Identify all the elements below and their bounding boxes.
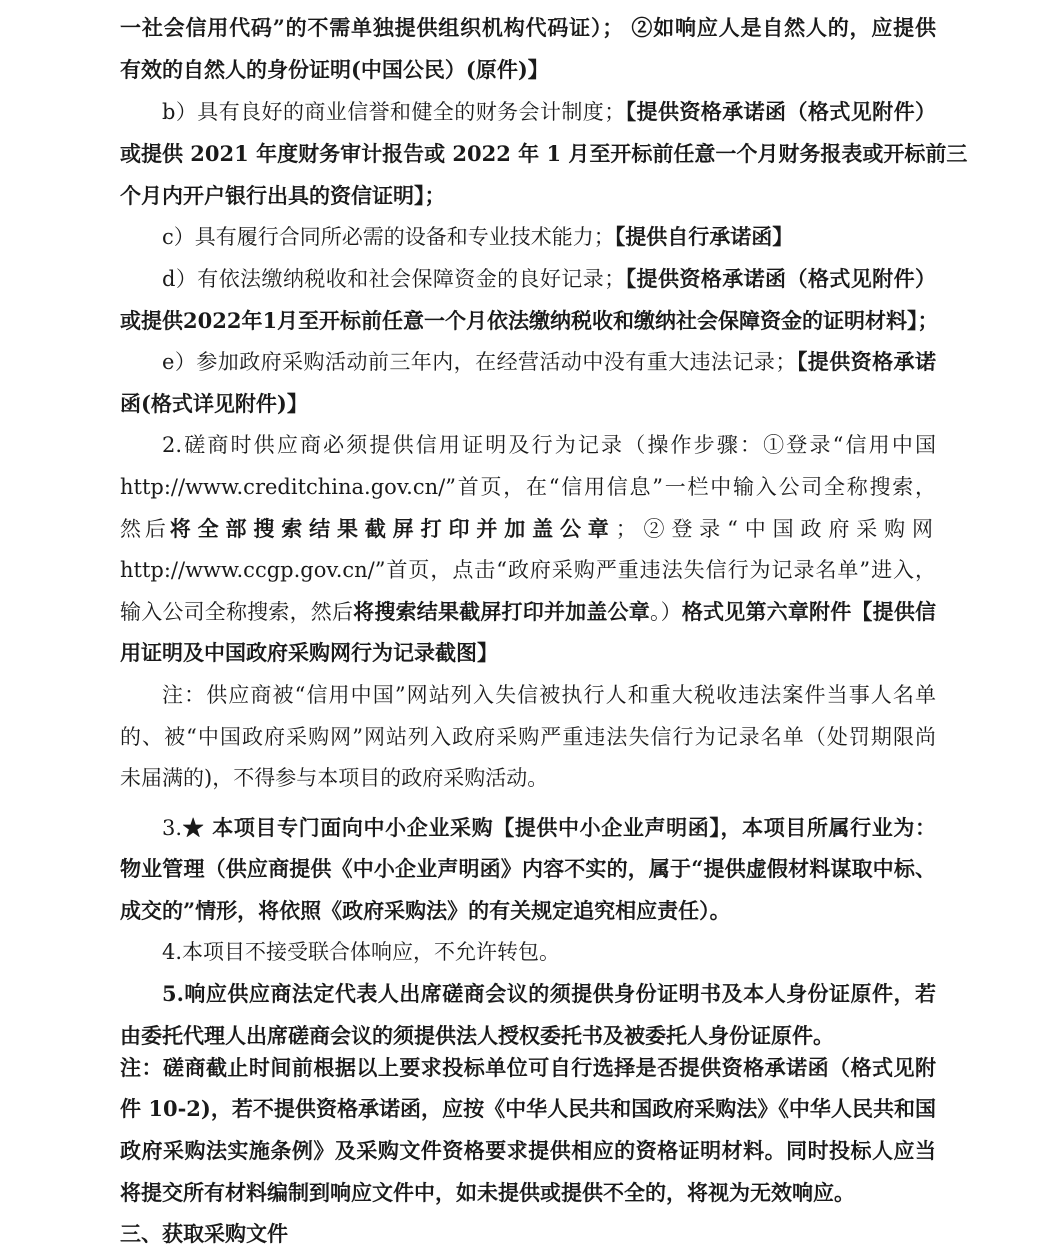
- text-run-bold: 将搜索结果截屏打印并加盖公章: [353, 599, 650, 624]
- paragraph-line: [120, 514, 936, 544]
- text-run: 输入公司全称搜索，然后: [120, 600, 354, 624]
- paragraph-line: [120, 896, 936, 926]
- paragraph-line: [120, 139, 968, 169]
- text-run: 或提供 2021 年度财务审计报告或 2022 年 1 月至开标前任意一个月财务报表或开标前三: [120, 141, 968, 166]
- text-run: 或提供2022年1月至开标前任意一个月依法缴纳税收和缴纳社会保障资金的证明材料】；: [120, 308, 939, 333]
- paragraph-line: [162, 979, 936, 1009]
- paragraph-line: [120, 854, 936, 884]
- paragraph-line: [120, 55, 936, 85]
- text-run: 4.本项目不接受联合体响应，不允许转包。: [162, 940, 561, 964]
- text-run: 由委托代理人出席磋商会议的须提供法人授权委托书及被委托人身份证原件。: [120, 1023, 834, 1048]
- section-heading: [120, 1219, 936, 1249]
- paragraph-line: [120, 389, 936, 419]
- paragraph-line: [120, 597, 936, 627]
- paragraph-line: [120, 13, 936, 43]
- text-run: 有效的自然人的身份证明(中国公民）(原件)】: [120, 57, 549, 82]
- text-run: 三、获取采购文件: [120, 1221, 288, 1246]
- paragraph-line: [162, 680, 936, 710]
- text-run: 5.响应供应商法定代表人出席磋商会议的须提供身份证明书及本人身份证原件，若: [162, 981, 936, 1006]
- text-run: 个月内开户银行出具的资信证明】；: [120, 183, 446, 208]
- paragraph-line: [120, 638, 936, 668]
- paragraph-line: [120, 1053, 936, 1083]
- text-run-bold: ★ 本项目专门面向中小企业采购【提供中小企业声明函】，本项目所属行业为：: [182, 815, 936, 840]
- text-run-bold: 【提供资格承诺函（格式见附件）: [625, 99, 936, 124]
- text-run: 未届满的)，不得参与本项目的政府采购活动。: [120, 766, 549, 790]
- text-run: 。）: [649, 600, 682, 624]
- paragraph-line: [120, 1021, 936, 1051]
- paragraph-line: [162, 347, 936, 377]
- text-run: 用证明及中国政府采购网行为记录截图】: [120, 640, 498, 665]
- text-run: 注：供应商被“信用中国”网站列入失信被执行人和重大税收违法案件当事人名单: [162, 683, 936, 707]
- text-run: 2.磋商时供应商必须提供信用证明及行为记录（操作步骤：①登录“信用中国: [162, 433, 936, 457]
- paragraph-line: [120, 1136, 936, 1166]
- text-run: d）有依法缴纳税收和社会保障资金的良好记录；: [162, 267, 626, 291]
- paragraph-line: [120, 181, 936, 211]
- text-run: http://www.ccgp.gov.cn/”首页，点击“政府采购严重违法失信行为记录名单”进入，: [120, 558, 936, 582]
- paragraph-line: [120, 722, 936, 752]
- paragraph-line: [162, 97, 936, 127]
- text-run-bold: 格式见第六章附件【提供信: [681, 599, 937, 624]
- text-run: 注：磋商截止时间前根据以上要求投标单位可自行选择是否提供资格承诺函（格式见附: [120, 1055, 936, 1080]
- text-run: 件 10-2)，若不提供资格承诺函，应按《中华人民共和国政府采购法》《中华人民共和国: [120, 1096, 936, 1121]
- paragraph-line: [120, 1094, 936, 1124]
- text-run: http://www.creditchina.gov.cn/”首页，在“信用信息”一栏中输入公司全称搜索，: [120, 475, 936, 499]
- paragraph-line: [162, 813, 936, 843]
- text-run: 一社会信用代码”的不需单独提供组织机构代码证）； ②如响应人是自然人的，应提供: [120, 15, 936, 40]
- paragraph-line: [162, 264, 936, 294]
- text-run: 政府采购法实施条例》及采购文件资格要求提供相应的资格证明材料。同时投标人应当: [120, 1138, 936, 1163]
- text-run: 然后: [120, 517, 170, 541]
- text-run-bold: 将全部搜索结果截屏打印并加盖公章: [169, 516, 616, 541]
- paragraph-line: [120, 1178, 936, 1208]
- paragraph-line: [120, 763, 936, 793]
- text-run: 物业管理（供应商提供《中小企业声明函》内容不实的，属于“提供虚假材料谋取中标、: [120, 856, 936, 881]
- text-run: 成交的”情形，将依照《政府采购法》的有关规定追究相应责任）。: [120, 898, 731, 923]
- text-run: 的、被“中国政府采购网”网站列入政府采购严重违法失信行为记录名单（处罚期限尚: [120, 725, 936, 749]
- text-run-bold: 【提供自行承诺函】: [614, 224, 794, 249]
- text-run-bold: 【提供资格承诺: [796, 349, 936, 374]
- paragraph-line: [120, 306, 939, 336]
- text-run: 3.: [162, 816, 183, 840]
- paragraph-line: [162, 937, 936, 967]
- text-run: e）参加政府采购活动前三年内，在经营活动中没有重大违法记录；: [162, 350, 797, 374]
- paragraph-line: [120, 555, 936, 585]
- text-run: c）具有履行合同所必需的设备和专业技术能力；: [162, 225, 615, 249]
- paragraph-line: [162, 430, 936, 460]
- text-run: 将提交所有材料编制到响应文件中，如未提供或提供不全的，将视为无效响应。: [120, 1180, 855, 1205]
- text-run: ；②登录“中国政府采购网: [615, 517, 937, 541]
- text-run: b）具有良好的商业信誉和健全的财务会计制度；: [162, 100, 626, 124]
- paragraph-line: [120, 472, 936, 502]
- text-run: 函(格式详见附件)】: [120, 391, 308, 416]
- paragraph-line: [162, 222, 936, 252]
- text-run-bold: 【提供资格承诺函（格式见附件）: [625, 266, 936, 291]
